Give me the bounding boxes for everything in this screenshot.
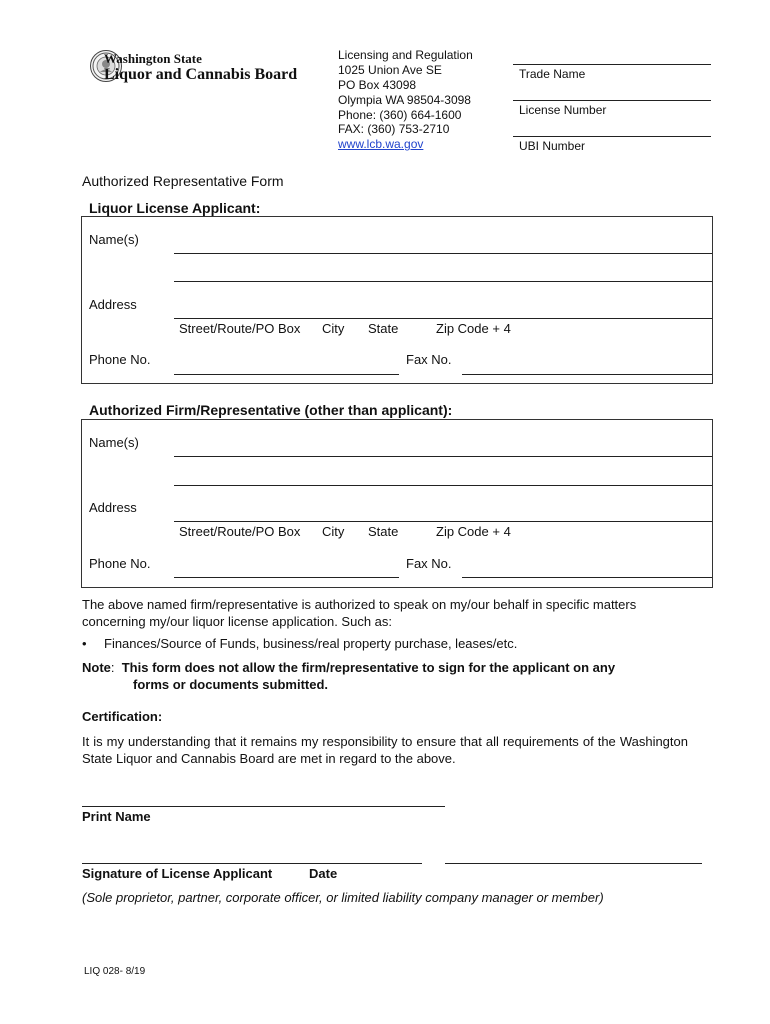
rep-address-label: Address [89,500,137,515]
note-text-2: forms or documents submitted. [133,677,329,692]
print-name-field[interactable] [82,806,445,807]
rep-fax-field[interactable] [462,577,712,578]
applicant-phone-label: Phone No. [89,352,151,367]
rep-address-line[interactable] [174,521,712,522]
applicant-address-label: Address [89,297,137,312]
applicant-names-label: Name(s) [89,232,139,247]
rep-fax-label: Fax No. [406,556,452,571]
applicant-fax-field[interactable] [462,374,712,375]
rep-names-label: Name(s) [89,435,139,450]
logo-text-line2: Liquor and Cannabis Board [104,66,298,83]
trade-name-label: Trade Name [519,67,586,81]
address-state-label: State [368,524,399,539]
authorization-paragraph: The above named firm/representative is authorized to speak on my/our behalf in specific matters concerning my/our liquor license application. Such as: [82,597,637,629]
note-label: Note [82,660,111,675]
address-city-label: City [322,321,345,336]
agency-line: Phone: (360) 664-1600 [338,107,462,122]
ubi-number-field[interactable] [513,136,711,137]
agency-line: Licensing and Regulation [338,48,473,62]
address-zip-label: Zip Code + 4 [436,524,511,539]
date-field[interactable] [445,863,702,864]
form-title: Authorized Representative Form [82,173,284,189]
applicant-phone-field[interactable] [174,374,399,375]
representative-box [81,419,713,588]
rep-phone-field[interactable] [174,577,399,578]
license-number-label: License Number [519,103,607,117]
rep-name-line-2[interactable] [174,485,712,486]
license-number-field[interactable] [513,100,711,101]
certification-heading: Certification: [82,709,163,724]
logo-text-line1: Washington State [104,51,202,66]
date-label: Date [309,866,338,881]
address-zip-label: Zip Code + 4 [436,321,511,336]
applicant-name-line-1[interactable] [174,253,712,254]
certification-text: It is my understanding that it remains my responsibility to ensure that all requirements of the Washington State Liquor and Cannabis Board are met in regard to the above. [82,734,688,766]
applicant-name-line-2[interactable] [174,281,712,282]
address-street-label: Street/Route/PO Box [179,321,301,336]
applicant-fax-label: Fax No. [406,352,452,367]
ubi-number-label: UBI Number [519,139,586,153]
rep-name-line-1[interactable] [174,456,712,457]
trade-name-field[interactable] [513,64,711,65]
agency-line: Olympia WA 98504-3098 [338,92,471,107]
section2-heading: Authorized Firm/Representative (other than applicant): [89,402,453,418]
agency-line: PO Box 43098 [338,77,417,92]
address-state-label: State [368,321,399,336]
agency-line: FAX: (360) 753-2710 [338,122,450,137]
applicant-box [81,216,713,384]
section1-heading: Liquor License Applicant: [89,200,261,216]
agency-address-block [338,48,473,152]
note-text-1: This form does not allow the firm/representative to sign for the applicant on any [121,660,616,675]
signature-field[interactable] [82,863,422,864]
print-name-label: Print Name [82,809,151,824]
applicant-address-line[interactable] [174,318,712,319]
form-code: LIQ 028- 8/19 [84,966,146,977]
bullet-item [82,636,517,652]
signature-note: (Sole proprietor, partner, corporate officer, or limited liability company manager or member) [82,890,604,905]
bullet-text: Finances/Source of Funds, business/real property purchase, leases/etc. [104,636,518,651]
agency-line: 1025 Union Ave SE [338,62,442,77]
website-link[interactable]: www.lcb.wa.gov [338,137,424,152]
address-city-label: City [322,524,345,539]
address-street-label: Street/Route/PO Box [179,524,301,539]
bullet-icon: • [82,636,87,651]
signature-label: Signature of License Applicant [82,866,273,881]
rep-phone-label: Phone No. [89,556,151,571]
note-line-1: Note: This form does not allow the firm/representative to sign for the applicant on any [82,660,616,675]
